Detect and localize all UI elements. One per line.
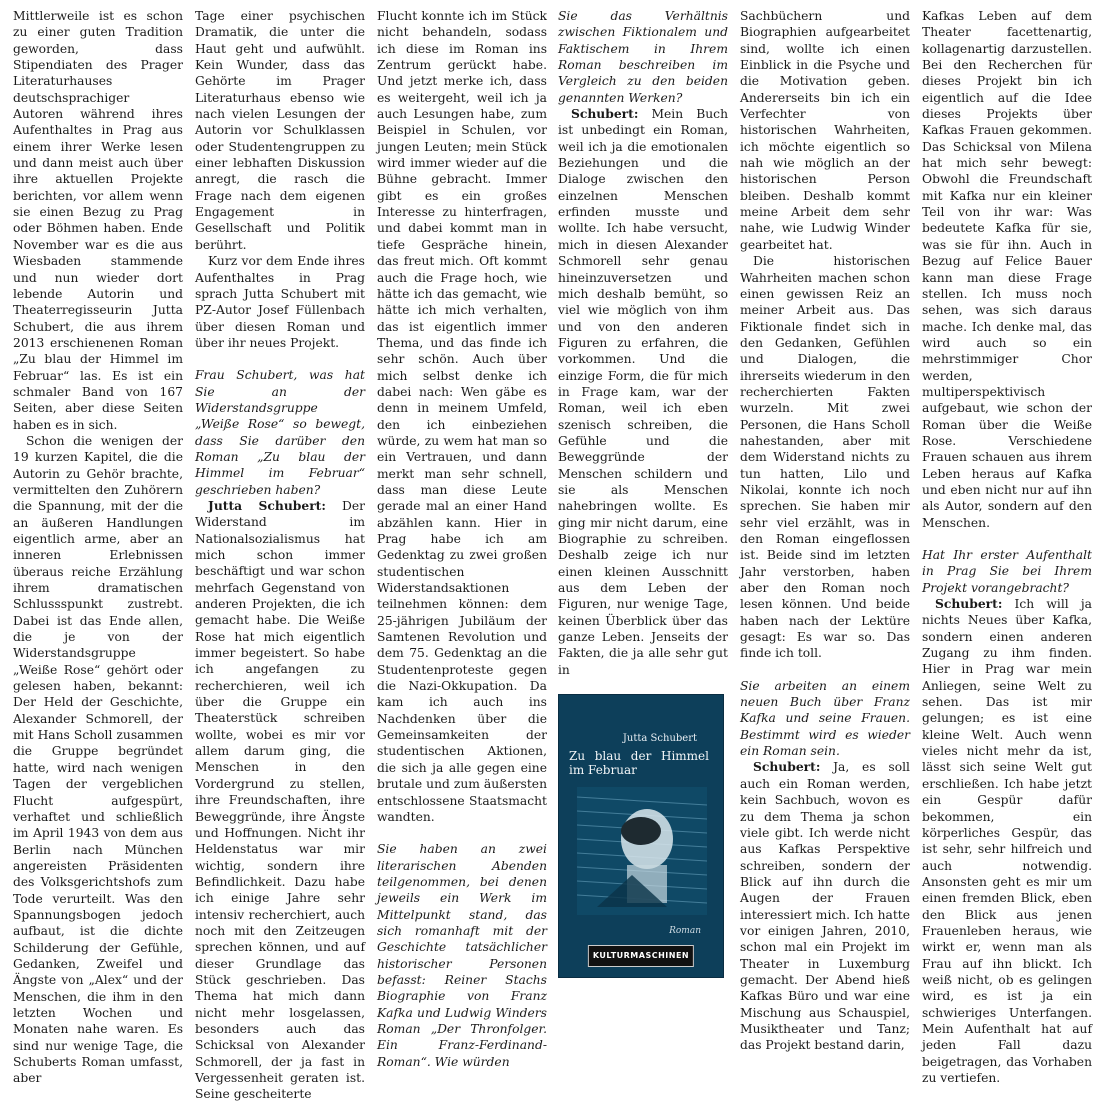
speaker-label: Jutta Schubert:	[208, 497, 326, 513]
answer-2-paragraph-2: Die historischen Wahrheiten machen schon einen gewissen Reiz an meiner Arbeit aus. Das Fiktionale findet sich in den Gedanken, Gefühlen und Dialogen, die ihrerseits wiederum in den recherchierten Fakten wurzeln. Mit zwei Personen, die Hans Scholl nahestanden, aber mit dem Widerstand nichts zu tun hatten, Lilo und Nikolai, konnte ich noch sprechen. Sie haben mir sehr viel erzählt, was in den Roman eingeflossen ist. Beide sind im letzten Jahr verstorben, haben aber den Roman noch lesen können. Und beide haben nach der Lektüre gesagt: Es war so. Das finde ich toll.	[740, 254, 910, 661]
answer-2-cont: Sachbüchern und Biographien aufgearbeitet sind, wollte ich einen Einblick in die Psyche und die Motivation geben. Andererseits bin ich ein Verfechter von historischen Wahrheiten, ich möchte eigentlich so nah wie möglich an der historischen Person bleiben. Deshalb kommt meine Arbeit dem sehr nahe, wie Ludwig Winder gearbeitet hat.	[740, 9, 910, 252]
intro-paragraph-2-cont: Tage einer psychischen Dramatik, die unter die Haut geht und aufwühlt. Kein Wunder, dass das Gehörte im Prager Literaturhaus ebenso wie nach vielen Lesungen der Autorin vor Schulklassen oder Studentengruppen zu einer lebhaften Diskussion anregt, die rasch die Frage nach dem eigenen Engagement in Gesellschaft und Politik berührt.	[195, 9, 365, 252]
text-column-2	[195, 8, 365, 1103]
question-4: Hat Ihr erster Aufenthalt in Prag Sie bei Ihrem Projekt vorangebracht?	[922, 548, 1092, 595]
question-2: Sie haben an zwei literarischen Abenden teilgenommen, bei denen jeweils ein Werk im Mittelpunkt stand, das sich romanhaft mit der Geschichte tatsächlicher historischer Personen befasst: Reiner Stachs Biographie von Franz Kafka und Ludwig Winders Roman „Der Thronfolger. Ein Franz-Ferdinand-Roman“. Wie würden	[377, 842, 547, 1069]
cover-illustration	[577, 787, 707, 915]
answer-2-text: Mein Buch ist unbedingt ein Roman, weil ich ja die emotionalen Beziehungen und die Dialoge zwischen den einzelnen Menschen erfinden musste und wollte. Ich habe versucht, mich in diesen Alexander Schmorell sehr genau hineinzuversetzen und mich deshalb bemüht, so viel wie möglich von ihm und von den anderen Figuren zu erfahren, die vorkommen. Und die einzige Form, die für mich in Frage kam, war der Roman, weil ich eben szenisch schreiben, die Gefühle und die Beweggründe der Menschen schildern und sie als Menschen nahebringen wollte. Es ging mir nicht darum, eine Biographie zu schreiben. Deshalb zeige ich nur einen kleinen Ausschnitt aus dem Leben der Figuren, nur wenige Tage, keinen Überblick über das ganze Leben. Jenseits der Fakten, die ja alle sehr gut in	[558, 107, 728, 677]
cover-genre: Roman	[669, 926, 701, 937]
intro-paragraph-1: Mittlerweile ist es schon zu einer guten Tradition geworden, dass Stipendiaten des Prager Literaturhauses deutschsprachiger Autoren während ihres Aufenthaltes in Prag aus einem ihrer Werke lesen und dann meist auch über ihre aktuellen Projekte berichten, vor allem wenn sie einen Bezug zu Prag oder Böhmen haben. Ende November war es die aus Wiesbaden stammende und nun wieder dort lebende Autorin und Theaterregisseurin Jutta Schubert, die aus ihrem 2013 erschienenen Roman „Zu blau der Himmel im Februar“ las. Es ist ein schmaler Band von 167 Seiten, aber diese Seiten haben es in sich.	[13, 9, 183, 432]
answer-1	[195, 498, 365, 1103]
answer-3	[740, 759, 910, 1053]
text-column-1	[13, 8, 183, 1087]
text-column-3	[377, 8, 547, 1070]
answer-4	[922, 596, 1092, 1086]
speaker-label: Schubert:	[753, 759, 821, 775]
question-3: Sie arbeiten an einem neuen Buch über Franz Kafka und seine Frauen. Bestimmt wird es wieder ein Roman sein.	[740, 678, 910, 759]
answer-3-text: Ja, es soll auch ein Roman werden, kein Sachbuch, wovon es zu dem Thema ja schon viele gibt. Ich werde nicht aus Kafkas Perspektive schreiben, sondern der Blick auf ihn durch die Augen der Frauen interessiert mich. Ich hatte vor einigen Jahren, 2010, schon mal ein Projekt im Theater in Luxemburg gemacht. Der Abend hieß Kafkas Büro und war eine Mischung aus Schauspiel, Musiktheater und Tanz; das Projekt bestand darin,	[740, 760, 910, 1053]
answer-1-text: Der Widerstand im Nationalsozialismus hat mich schon immer beschäftigt und war schon mehrfach Gegenstand von anderen Projekten, die ich gemacht habe. Die Weiße Rose hat mich eigentlich immer begeistert. So habe ich angefangen zu recherchieren, weil ich über die Gruppe ein Theaterstück schreiben wollte, wobei es mir vor allem darum ging, die Menschen in den Vordergrund zu stellen, ihre Freundschaften, ihre Beweggründe, ihre Ängste und Hoffnungen. Nicht ihr Heldenstatus war mir wichtig, sondern ihre Befindlichkeit. Dazu habe ich einige Jahre sehr intensiv recherchiert, auch noch mit den Zeitzeugen sprechen können, und auf dieser Grundlage das Stück geschrieben. Das Thema hat mich dann nicht mehr losgelassen, besonders auch das Schicksal von Alexander Schmorell, der ja fast in Vergessenheit geraten ist. Seine gescheiterte	[195, 498, 365, 1102]
book-cover-image	[558, 694, 724, 978]
answer-2	[558, 106, 728, 678]
answer-3-cont: Kafkas Leben auf dem Theater facettenartig, kollagenartig darzustellen. Bei den Recherchen für dieses Projekt bin ich eigentlich auf die Idee dieses Projekts über Kafkas Frauen gekommen. Das Schicksal von Milena hat mich sehr bewegt: Obwohl die Freundschaft mit Kafka nur ein kleiner Teil von ihr war: Was bedeutete Kafka für sie, was sie für ihn. Auch in Bezug auf Felice Bauer kann man diese Frage stellen. Ich muss noch sehen, was sich daraus mache. Ich denke mal, das wird auch so ein mehrstimmiger Chor werden, multiperspektivisch aufgebaut, wie schon der Roman über die Weiße Rose. Verschiedene Frauen schauen aus ihrem Leben heraus auf Kafka und eben nicht nur auf ihn als Autor, sondern auf den Menschen.	[922, 9, 1092, 530]
publisher-logo: KULTURMASCHINEN	[588, 945, 694, 967]
text-column-6	[922, 8, 1092, 1086]
cover-title: Zu blau der Himmel im Februar	[569, 749, 709, 778]
speaker-label: Schubert:	[935, 596, 1003, 612]
speaker-label: Schubert:	[571, 106, 639, 122]
cover-author: Jutta Schubert	[622, 733, 697, 745]
question-2-cont: Sie das Verhältnis zwischen Fiktionalem und Faktischem in Ihrem Roman beschreiben im Vergleich zu den beiden genannten Werken?	[558, 9, 728, 105]
answer-4-text: Ich will ja nichts Neues über Kafka, sondern einen anderen Zugang zu ihm finden. Hier in Prag war mein Anliegen, seine Welt zu sehen. Das ist mir gelungen; es ist eine kleine Welt. Auch wenn vieles nicht mehr da ist, lässt sich seine Welt gut erschließen. Ich habe jetzt ein Gespür dafür bekommen, ein körperliches Gespür, das ist sehr, sehr hilfreich und auch notwendig. Ansonsten geht es mir um einen fremden Blick, eben den Blick aus jenen Frauenleben heraus, wie wirkt er, wenn man als Frau auf ihn blickt. Ich weiß nicht, ob es gelingen wird, es ist ja ein schwieriges Unterfangen. Mein Aufenthalt hat auf jeden Fall dazu beigetragen, das Vorhaben zu vertiefen.	[922, 597, 1092, 1085]
text-column-4	[558, 8, 728, 978]
text-column-5	[740, 8, 910, 1054]
intro-paragraph-3: Kurz vor dem Ende ihres Aufenthaltes in Prag sprach Jutta Schubert mit PZ-Autor Josef Füllenbach über diesen Roman und über ihr neues Projekt.	[195, 254, 365, 350]
answer-1-cont: Flucht konnte ich im Stück nicht behandeln, sodass ich diese im Roman ins Zentrum gerückt habe. Und jetzt merke ich, dass es weitergeht, weil ich ja auch Lesungen habe, zum Beispiel in Schulen, vor jungen Leuten; mein Stück wird immer wieder auf die Bühne gebracht. Immer gibt es ein großes Interesse zu hinterfragen, und dabei kommt man in tiefe Gespräche hinein, das freut mich. Oft kommt auch die Frage hoch, wie hätte ich das gemacht, wie hätte ich mich verhalten, das ist eigentlich immer Thema, und das finde ich sehr schön. Auch über mich selbst denke ich dabei nach: Wen gäbe es denn in meinem Umfeld, den ich einbeziehen würde, zu wem hat man so ein Vertrauen, und dann merkt man sehr schnell, dass man diese Leute gerade mal an einer Hand abzählen kann. Hier in Prag habe ich am Gedenktag zu zwei großen studentischen Widerstandsaktionen teilnehmen können: dem 25-jährigen Jubiläum der Samtenen Revolution und dem 75. Gedenktag an die Studentenproteste gegen die Nazi-Okkupation. Da kam ich auch ins Nachdenken über die Gemeinsamkeiten der studentischen Aktionen, die sich ja alle gegen eine brutale und zum äußersten entschlossene Staatsmacht wandten.	[377, 9, 547, 824]
question-1: Frau Schubert, was hat Sie an der Widerstandsgruppe „Weiße Rose“ so bewegt, dass Sie darüber den Roman „Zu blau der Himmel im Februar“ geschrieben haben?	[195, 368, 365, 497]
intro-paragraph-2: Schon die wenigen der 19 kurzen Kapitel, die die Autorin zu Gehör brachte, vermittelten den Zuhörern die Spannung, mit der die an äußeren Handlungen eigentlich arme, aber an inneren Erlebnissen überaus reiche Erzählung ihrem dramatischen Schlussspunkt zustrebt. Dabei ist das Ende allen, die je von der Widerstandsgruppe „Weiße Rose“ gehört oder gelesen haben, bekannt: Der Held der Geschichte, Alexander Schmorell, der mit Hans Scholl zusammen die Gruppe begründet hatte, wird nach wenigen Tagen der vergeblichen Flucht aufgespürt, verhaftet und schließlich im April 1943 von dem aus Berlin nach München angereisten Präsidenten des Volksgerichtshofs zum Tode verurteilt. Was den Spannungsbogen jedoch aufbaut, ist die dichte Schilderung der Gefühle, Gedanken, Zweifel und Ängste von „Alex“ und der Menschen, die ihm in den letzten Wochen und Monaten nahe waren. Es sind nur wenige Tage, die Schuberts Roman umfasst, aber	[13, 433, 183, 1086]
